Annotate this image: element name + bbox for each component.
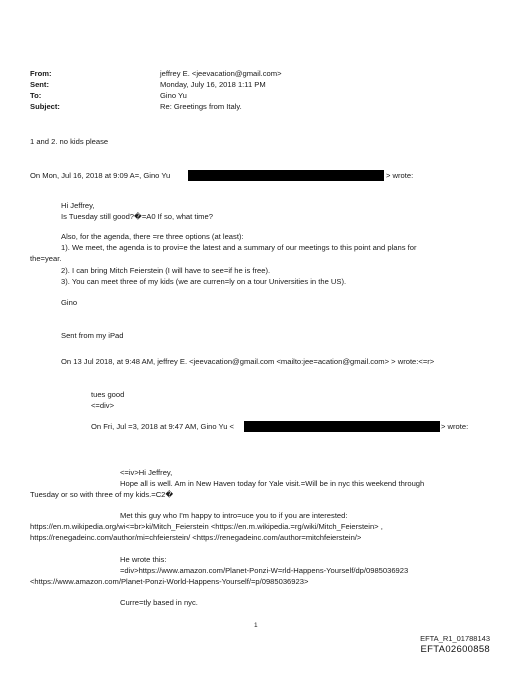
greeting-2: <=iv>Hi Jeffrey,: [120, 468, 173, 477]
greeting: Hi Jeffrey,: [61, 201, 95, 210]
link-amazon-1: =div>https://www.amazon.com/Planet-Ponzi-W=rld-Happens-Yourself/dp/0985036923: [120, 566, 409, 575]
wrote-this: He wrote this:: [120, 555, 167, 564]
tues-good: tues good: [91, 390, 125, 399]
option-1: 1). We meet, the agenda is to provi=e the latest and a summary of our meetings to this point and plans for: [61, 243, 417, 252]
reply-text: 1 and 2. no kids please: [30, 137, 109, 146]
from-value: jeffrey E. <jeevacation@gmail.com>: [160, 69, 282, 78]
quote-header-1-suffix: > wrote:: [386, 171, 414, 180]
hope-line: Hope all is well. Am in New Haven today for Yale visit.=Will be in nyc this weekend through: [120, 479, 425, 488]
option-3: 3). You can meet three of my kids (we are curren=ly on a tour Universities in the US).: [61, 277, 347, 286]
subject-label: Subject:: [30, 102, 60, 111]
question-line: Is Tuesday still good?�=A0 If so, what time?: [61, 212, 213, 221]
link-amazon-2: <https://www.amazon.com/Planet-Ponzi-World-Happens-Yourself/=p/0985036923>: [30, 577, 309, 586]
redaction-bar: [244, 421, 440, 432]
option-2: 2). I can bring Mitch Feierstein (I will have to see=if he is free).: [61, 266, 271, 275]
agenda-line: Also, for the agenda, there =re three options (at least):: [61, 232, 244, 241]
bates-number-1: EFTA_R1_01788143: [420, 634, 490, 643]
sent-label: Sent:: [30, 80, 49, 89]
to-label: To:: [30, 91, 42, 100]
option-1-cont: the=year.: [30, 254, 62, 263]
quote-header-1: On Mon, Jul 16, 2018 at 9:09 A=, Gino Yu: [30, 171, 171, 180]
signature: Gino: [61, 298, 78, 307]
redaction-bar: [188, 170, 384, 181]
subject-value: Re: Greetings from Italy.: [160, 102, 242, 111]
sent-value: Monday, July 16, 2018 1:11 PM: [160, 80, 266, 89]
met-line: Met this guy who I'm happy to intro=uce you to if you are interested:: [120, 511, 348, 520]
tuesday-line: Tuesday or so with three of my kids.=C2�: [30, 490, 174, 499]
quote-header-2: On 13 Jul 2018, at 9:48 AM, jeffrey E. <jeevacation@gmail.com <mailto:jee=acation@gmail.com> > wrote:<=r>: [61, 357, 435, 366]
sent-from-ipad: Sent from my iPad: [61, 331, 124, 340]
quote-header-3-suffix: > wrote:: [441, 422, 469, 431]
link-wikipedia: https://en.m.wikipedia.org/wi<=br>ki/Mitch_Feierstein <https://en.m.wikipedia.=rg/wiki/Mitch_Feierstein> ,: [30, 522, 383, 531]
quote-header-3: On Fri, Jul =3, 2018 at 9:47 AM, Gino Yu <: [91, 422, 234, 431]
from-label: From:: [30, 69, 52, 78]
bates-number-2: EFTA02600858: [420, 644, 490, 655]
based-line: Curre=tly based in nyc.: [120, 598, 198, 607]
page-number: 1: [254, 622, 258, 629]
div-close: <=div>: [91, 401, 115, 410]
link-renegade: https://renegadeinc.com/author/mi=chfeierstein/ <https://renegadeinc.com/author=mitchfeierstein/>: [30, 533, 362, 542]
to-value: Gino Yu: [160, 91, 187, 100]
